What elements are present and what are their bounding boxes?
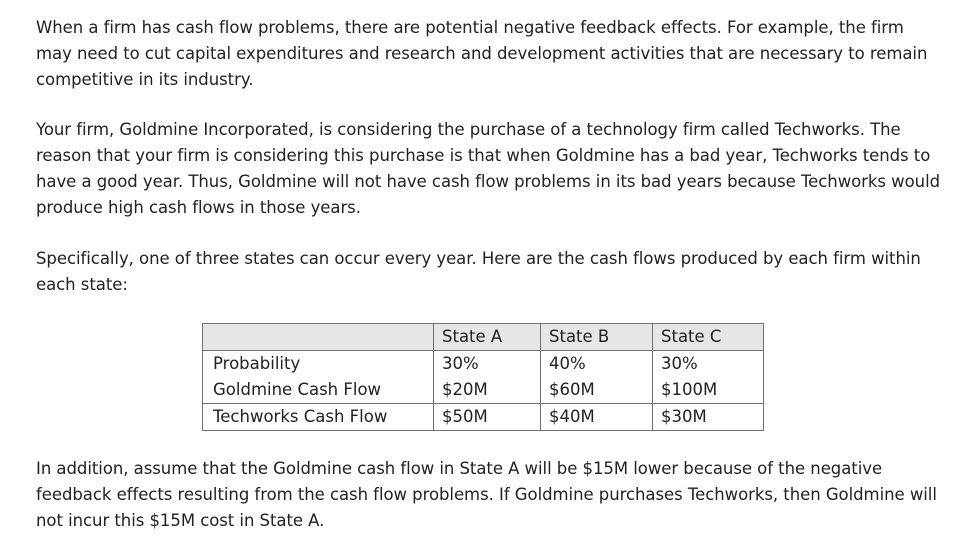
paragraph-acquisition: Your firm, Goldmine Incorporated, is considering the purchase of a technology firm called Techworks. The reason that your firm is considering this purchase is that when Goldmine has a bad year, Techworks tends to have a good year. Thus, Goldmine will not have cash flow problems in its bad years because Techworks would produce high cash flows in those years. — [36, 120, 941, 217]
table-cell: $20M — [434, 377, 541, 404]
table-cell: $100M — [653, 377, 764, 404]
table-row — [203, 351, 764, 378]
header-cell-state-c: State C — [653, 324, 764, 351]
row-label-goldmine: Goldmine Cash Flow — [203, 377, 434, 404]
header-cell-state-b: State B — [541, 324, 653, 351]
table-cell: 30% — [434, 351, 541, 378]
row-label-techworks: Techworks Cash Flow — [203, 404, 434, 431]
table-cell: 30% — [653, 351, 764, 378]
cash-flow-table — [202, 323, 764, 431]
paragraph-states: Specifically, one of three states can occur every year. Here are the cash flows produced by each firm within each state: — [36, 249, 921, 294]
table-row — [203, 404, 764, 431]
table-cell: $40M — [541, 404, 653, 431]
paragraph-intro: When a firm has cash flow problems, there are potential negative feedback effects. For example, the firm may need to cut capital expenditures and research and development activities that are necessary to remain competitive in its industry. — [36, 18, 928, 89]
header-cell-state-a: State A — [434, 324, 541, 351]
table-row — [203, 377, 764, 404]
header-cell-empty — [203, 324, 434, 351]
table-header-row — [203, 324, 764, 351]
table-cell: $50M — [434, 404, 541, 431]
table-cell: $60M — [541, 377, 653, 404]
paragraph-feedback-cost: In addition, assume that the Goldmine cash flow in State A will be $15M lower because of the negative feedback effects resulting from the cash flow problems. If Goldmine purchases Techworks, then Goldmine will not incur this $15M cost in State A. — [36, 459, 937, 530]
table-cell: 40% — [541, 351, 653, 378]
table-cell: $30M — [653, 404, 764, 431]
row-label-probability: Probability — [203, 351, 434, 378]
